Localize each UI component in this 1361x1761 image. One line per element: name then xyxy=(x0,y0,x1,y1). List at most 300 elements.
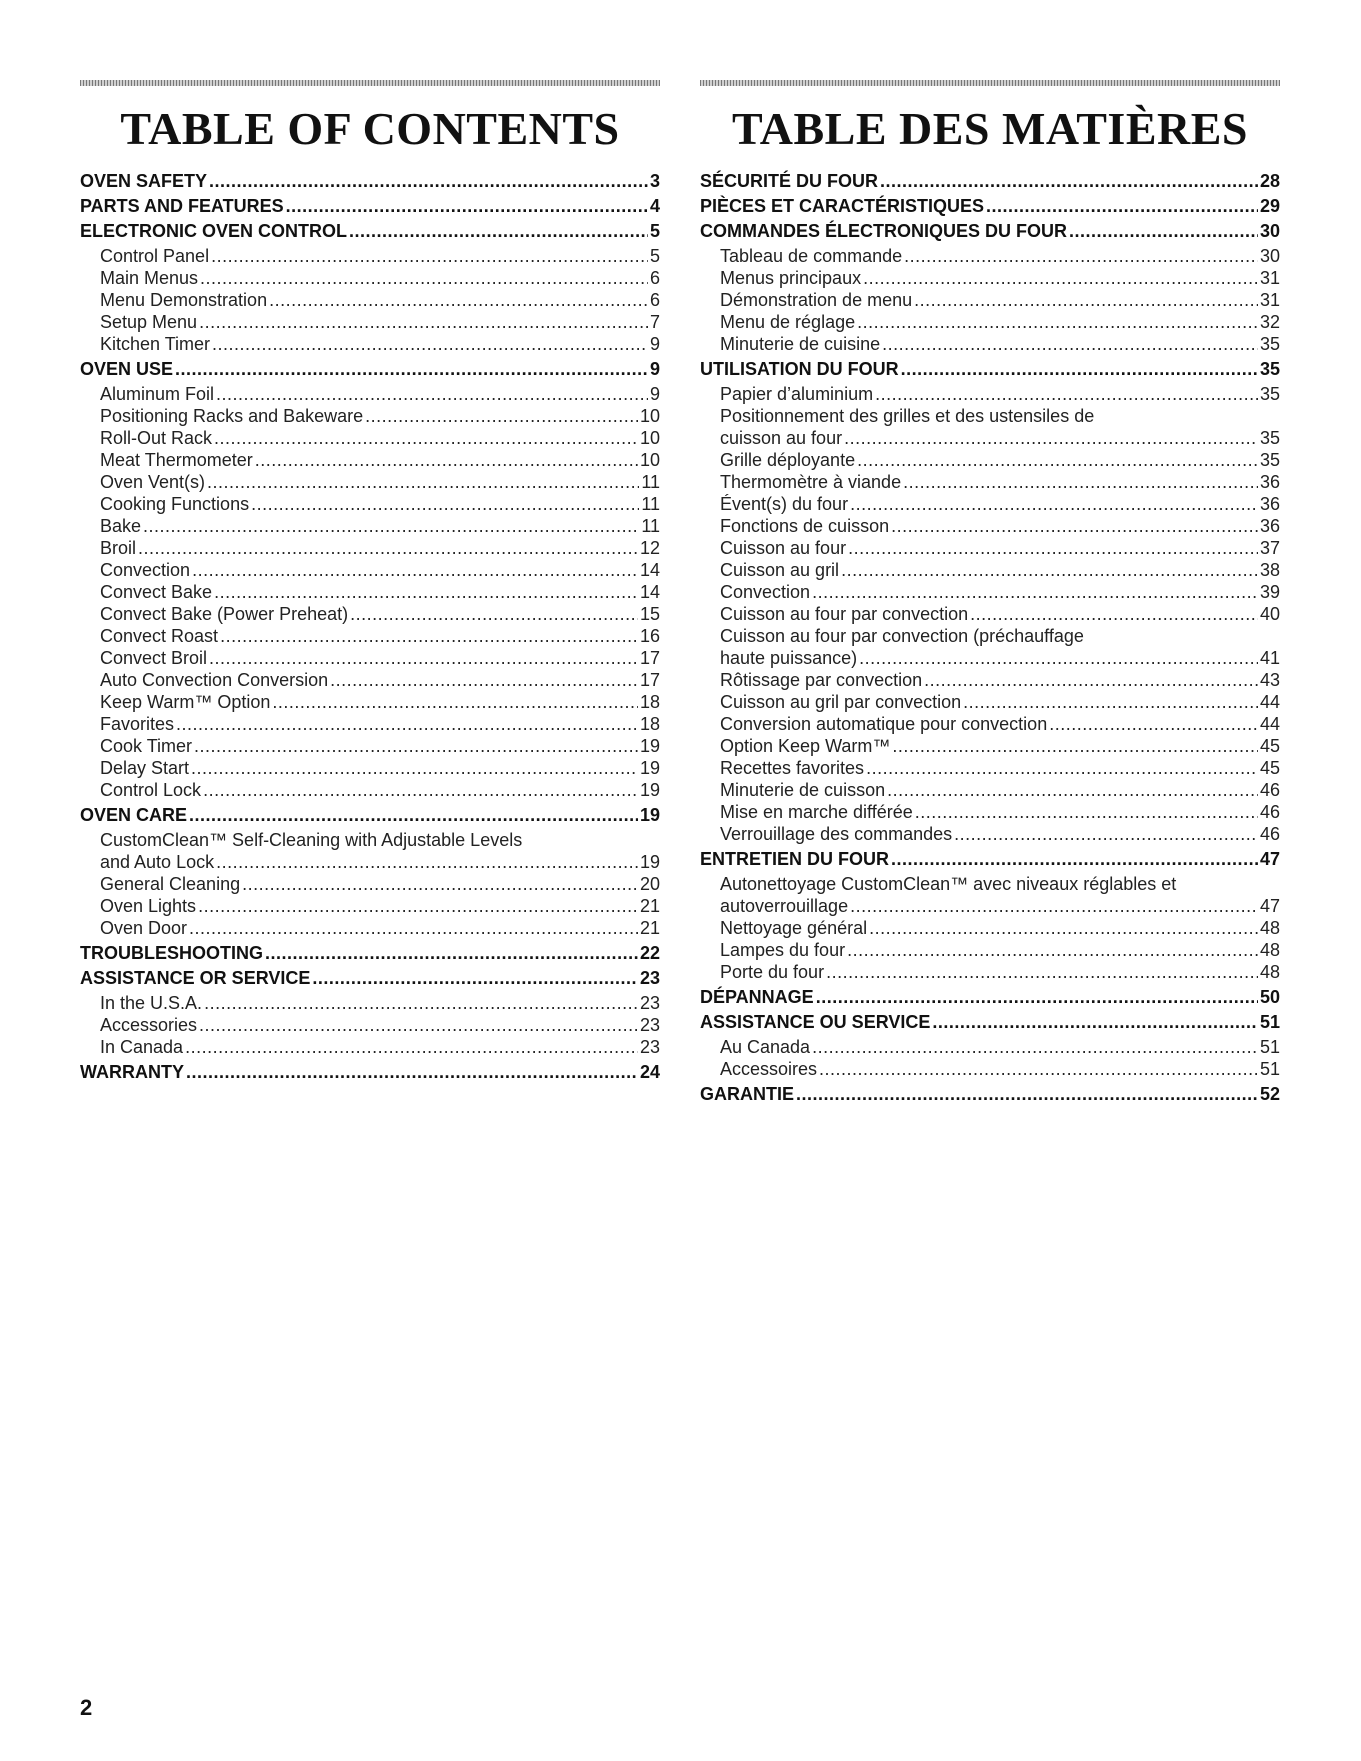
toc-entry-page: 6 xyxy=(649,290,660,310)
toc-subsection-entry[interactable] xyxy=(700,245,1280,267)
toc-section-entry[interactable] xyxy=(700,358,1280,380)
toc-entry-page: 35 xyxy=(1259,450,1280,470)
dot-leader xyxy=(887,779,1258,801)
toc-subsection-entry[interactable] xyxy=(700,713,1280,735)
toc-entry-page: 46 xyxy=(1259,780,1280,800)
dot-leader xyxy=(198,895,638,917)
dot-leader xyxy=(915,801,1258,823)
toc-subsection-entry[interactable] xyxy=(80,895,660,917)
toc-entry-label: GARANTIE xyxy=(700,1084,794,1104)
toc-entry-label: Cuisson au gril par convection xyxy=(720,692,962,712)
toc-entry-label: Évent(s) du four xyxy=(720,494,849,514)
toc-entry-label: Kitchen Timer xyxy=(100,334,211,354)
dot-leader xyxy=(272,691,638,713)
toc-entry-page: 11 xyxy=(641,494,660,514)
dot-leader xyxy=(212,333,648,355)
toc-entry-page: 5 xyxy=(649,221,660,241)
toc-subsection-entry[interactable] xyxy=(80,647,660,669)
toc-subsection-entry[interactable] xyxy=(80,383,660,405)
toc-subsection-entry[interactable] xyxy=(80,449,660,471)
dot-leader xyxy=(891,848,1258,870)
toc-entry-page: 17 xyxy=(639,670,660,690)
toc-entry-page: 24 xyxy=(639,1062,660,1082)
toc-entry-page: 52 xyxy=(1259,1084,1280,1104)
dot-leader xyxy=(904,245,1258,267)
toc-entry-label: Menu Demonstration xyxy=(100,290,268,310)
header-rule xyxy=(80,80,660,86)
toc-entry-label: PIÈCES ET CARACTÉRISTIQUES xyxy=(700,196,985,216)
toc-section-entry[interactable] xyxy=(80,1061,660,1083)
toc-entry-page: 40 xyxy=(1259,604,1280,624)
toc-entry-label: Menu de réglage xyxy=(720,312,856,332)
toc-entry-page: 21 xyxy=(639,918,660,938)
toc-entry-label: Minuterie de cuisine xyxy=(720,334,881,354)
dot-leader xyxy=(216,851,638,873)
toc-entry-label: PARTS AND FEATURES xyxy=(80,196,284,216)
toc-subsection-entry[interactable] xyxy=(80,515,660,537)
toc-entry-label: Convection xyxy=(720,582,811,602)
dot-leader xyxy=(882,333,1258,355)
toc-entry-page: 14 xyxy=(639,582,660,602)
dot-leader xyxy=(796,1083,1258,1105)
toc-entry-page: 16 xyxy=(639,626,660,646)
dot-leader xyxy=(866,757,1258,779)
toc-subsection-entry[interactable] xyxy=(80,757,660,779)
toc-subsection-entry[interactable] xyxy=(700,961,1280,983)
toc-entry-label: Oven Vent(s) xyxy=(100,472,206,492)
toc-subsection-entry[interactable] xyxy=(80,471,660,493)
toc-entry-label: Convection xyxy=(100,560,191,580)
dot-leader xyxy=(209,647,638,669)
toc-subsection-entry[interactable] xyxy=(700,471,1280,493)
toc-subsection-entry[interactable] xyxy=(700,383,1280,405)
toc-entry-page: 35 xyxy=(1259,334,1280,354)
toc-subsection-entry[interactable] xyxy=(700,625,1280,669)
toc-entry-page: 19 xyxy=(639,736,660,756)
toc-entry-label: Rôtissage par convection xyxy=(720,670,923,690)
toc-entry-page: 28 xyxy=(1259,171,1280,191)
toc-entry-label-continued: and Auto Lock xyxy=(100,852,215,872)
toc-entry-label: Mise en marche différée xyxy=(720,802,913,822)
toc-entry-page: 18 xyxy=(639,714,660,734)
toc-entry-page: 9 xyxy=(649,384,660,404)
toc-section-entry[interactable] xyxy=(80,942,660,964)
dot-leader xyxy=(138,537,638,559)
toc-subsection-entry[interactable] xyxy=(700,267,1280,289)
toc-entry-page: 19 xyxy=(639,805,660,825)
toc-entry-page: 46 xyxy=(1259,802,1280,822)
toc-entry-label: In the U.S.A. xyxy=(100,993,203,1013)
toc-entry-page: 36 xyxy=(1259,516,1280,536)
dot-leader xyxy=(848,537,1258,559)
dot-leader xyxy=(844,427,1258,449)
toc-subsection-entry[interactable] xyxy=(80,669,660,691)
dot-leader xyxy=(199,311,648,333)
toc-subsection-entry[interactable] xyxy=(80,779,660,801)
toc-subsection-entry[interactable] xyxy=(80,289,660,311)
toc-subsection-entry[interactable] xyxy=(80,992,660,1014)
toc-entry-label: OVEN USE xyxy=(80,359,174,379)
toc-entry-page: 7 xyxy=(649,312,660,332)
dot-leader xyxy=(242,873,638,895)
toc-entry-page: 30 xyxy=(1259,246,1280,266)
toc-entry-page: 23 xyxy=(639,1015,660,1035)
dot-leader xyxy=(176,713,638,735)
toc-subsection-entry[interactable] xyxy=(80,405,660,427)
toc-subsection-entry[interactable] xyxy=(700,1058,1280,1080)
toc-entry-page: 45 xyxy=(1259,758,1280,778)
toc-entry-label: Bake xyxy=(100,516,142,536)
toc-entry-page: 35 xyxy=(1259,384,1280,404)
toc-subsection-entry[interactable] xyxy=(700,823,1280,845)
toc-entry-label: Au Canada xyxy=(720,1037,811,1057)
toc-entry-label: Favorites xyxy=(100,714,175,734)
toc-subsection-entry[interactable] xyxy=(80,713,660,735)
toc-subsection-entry[interactable] xyxy=(80,1014,660,1036)
toc-entry-label: Nettoyage général xyxy=(720,918,868,938)
toc-entry-label: OVEN SAFETY xyxy=(80,171,208,191)
toc-entry-page: 36 xyxy=(1259,494,1280,514)
toc-entry-page: 50 xyxy=(1259,987,1280,1007)
toc-entry-label: OVEN CARE xyxy=(80,805,188,825)
dot-leader xyxy=(189,804,638,826)
toc-entry-page: 4 xyxy=(649,196,660,216)
dot-leader xyxy=(269,289,648,311)
toc-section-entry[interactable] xyxy=(700,1011,1280,1033)
dot-leader xyxy=(816,986,1258,1008)
toc-entry-page: 15 xyxy=(639,604,660,624)
toc-entry-label: Convect Roast xyxy=(100,626,219,646)
toc-entry-page: 21 xyxy=(639,896,660,916)
dot-leader xyxy=(349,220,648,242)
toc-subsection-entry[interactable] xyxy=(700,311,1280,333)
toc-entry-page: 51 xyxy=(1259,1012,1280,1032)
toc-entry-label: Recettes favorites xyxy=(720,758,865,778)
dot-leader xyxy=(365,405,638,427)
toc-section-entry[interactable] xyxy=(80,170,660,192)
toc-entry-label: Cuisson au four par convection (préchauffage xyxy=(720,626,1084,646)
toc-entry-page: 14 xyxy=(639,560,660,580)
toc-entry-label: Cuisson au four par convection xyxy=(720,604,969,624)
toc-entry-label: ELECTRONIC OVEN CONTROL xyxy=(80,221,348,241)
dot-leader xyxy=(200,267,648,289)
toc-entry-label: Control Lock xyxy=(100,780,202,800)
toc-section-entry[interactable] xyxy=(80,358,660,380)
toc-entry-label: Setup Menu xyxy=(100,312,198,332)
toc-entry-page: 18 xyxy=(639,692,660,712)
dot-leader xyxy=(211,245,648,267)
toc-entry-label: UTILISATION DU FOUR xyxy=(700,359,899,379)
dot-leader xyxy=(850,895,1258,917)
toc-subsection-entry[interactable] xyxy=(80,267,660,289)
dot-leader xyxy=(1069,220,1258,242)
toc-entry-page: 23 xyxy=(639,1037,660,1057)
toc-column-french xyxy=(700,80,1280,1108)
toc-entry-label-continued: autoverrouillage xyxy=(720,896,849,916)
toc-subsection-entry[interactable] xyxy=(700,537,1280,559)
toc-entry-page: 17 xyxy=(639,648,660,668)
toc-entry-label: Roll-Out Rack xyxy=(100,428,213,448)
toc-subsection-entry[interactable] xyxy=(80,581,660,603)
toc-section-entry[interactable] xyxy=(700,1083,1280,1105)
toc-column-english xyxy=(80,80,660,1086)
toc-entry-page: 10 xyxy=(639,450,660,470)
toc-entry-page: 36 xyxy=(1259,472,1280,492)
toc-entry-page: 29 xyxy=(1259,196,1280,216)
toc-entry-label: Tableau de commande xyxy=(720,246,903,266)
toc-entry-label: Verrouillage des commandes xyxy=(720,824,953,844)
dot-leader xyxy=(350,603,638,625)
toc-entry-label: In Canada xyxy=(100,1037,184,1057)
dot-leader xyxy=(312,967,638,989)
toc-entry-page: 11 xyxy=(641,472,660,492)
toc-entry-label: Option Keep Warm™ xyxy=(720,736,891,756)
toc-entry-page: 48 xyxy=(1259,962,1280,982)
dot-leader xyxy=(143,515,639,537)
toc-subsection-entry[interactable] xyxy=(700,735,1280,757)
toc-entry-label: WARRANTY xyxy=(80,1062,184,1082)
toc-entry-label: Démonstration de menu xyxy=(720,290,913,310)
toc-subsection-entry[interactable] xyxy=(80,311,660,333)
toc-entry-label: Papier d’aluminium xyxy=(720,384,874,404)
toc-entry-label: General Cleaning xyxy=(100,874,241,894)
toc-subsection-entry[interactable] xyxy=(700,515,1280,537)
toc-subsection-entry[interactable] xyxy=(700,559,1280,581)
toc-subsection-entry[interactable] xyxy=(80,333,660,355)
toc-subsection-entry[interactable] xyxy=(700,939,1280,961)
dot-leader xyxy=(880,170,1258,192)
dot-leader xyxy=(857,449,1258,471)
toc-subsection-entry[interactable] xyxy=(80,603,660,625)
toc-section-entry[interactable] xyxy=(80,195,660,217)
toc-entry-page: 30 xyxy=(1259,221,1280,241)
toc-subsection-entry[interactable] xyxy=(700,289,1280,311)
toc-subsection-entry[interactable] xyxy=(80,917,660,939)
toc-entry-label: Main Menus xyxy=(100,268,199,288)
dot-leader xyxy=(869,917,1258,939)
toc-entry-page: 10 xyxy=(639,428,660,448)
toc-entry-page: 23 xyxy=(639,993,660,1013)
dot-leader xyxy=(194,735,638,757)
toc-entries xyxy=(80,170,660,1083)
toc-subsection-entry[interactable] xyxy=(80,691,660,713)
toc-subsection-entry[interactable] xyxy=(80,625,660,647)
dot-leader xyxy=(286,195,648,217)
toc-entry-page: 41 xyxy=(1259,648,1280,668)
toc-entry-page: 11 xyxy=(641,516,660,536)
toc-entry-page: 37 xyxy=(1259,538,1280,558)
toc-subsection-entry[interactable] xyxy=(700,691,1280,713)
toc-entry-page: 19 xyxy=(639,758,660,778)
toc-entry-page: 51 xyxy=(1259,1037,1280,1057)
toc-subsection-entry[interactable] xyxy=(700,779,1280,801)
toc-entries xyxy=(700,170,1280,1105)
dot-leader xyxy=(863,267,1258,289)
toc-subsection-entry[interactable] xyxy=(80,1036,660,1058)
toc-subsection-entry[interactable] xyxy=(700,873,1280,917)
toc-entry-page: 31 xyxy=(1259,290,1280,310)
toc-entry-page: 5 xyxy=(649,246,660,266)
toc-entry-label: Accessoires xyxy=(720,1059,818,1079)
toc-entry-page: 47 xyxy=(1259,849,1280,869)
toc-subsection-entry[interactable] xyxy=(700,581,1280,603)
toc-entry-label: Grille déployante xyxy=(720,450,856,470)
toc-subsection-entry[interactable] xyxy=(700,333,1280,355)
toc-entry-label: COMMANDES ÉLECTRONIQUES DU FOUR xyxy=(700,221,1068,241)
toc-entry-page: 3 xyxy=(649,171,660,191)
toc-entry-label: Auto Convection Conversion xyxy=(100,670,329,690)
dot-leader xyxy=(812,581,1258,603)
dot-leader xyxy=(970,603,1258,625)
toc-entry-label: Control Panel xyxy=(100,246,210,266)
dot-leader xyxy=(859,647,1258,669)
toc-subsection-entry[interactable] xyxy=(700,801,1280,823)
toc-subsection-entry[interactable] xyxy=(700,917,1280,939)
toc-subsection-entry[interactable] xyxy=(80,735,660,757)
toc-entry-page: 43 xyxy=(1259,670,1280,690)
dot-leader xyxy=(954,823,1258,845)
toc-entry-label: Positioning Racks and Bakeware xyxy=(100,406,364,426)
toc-entry-label: Cuisson au four xyxy=(720,538,847,558)
toc-section-entry[interactable] xyxy=(700,986,1280,1008)
toc-subsection-entry[interactable] xyxy=(80,559,660,581)
toc-entry-page: 44 xyxy=(1259,692,1280,712)
toc-entry-label: Convect Bake xyxy=(100,582,213,602)
dot-leader xyxy=(914,289,1258,311)
dot-leader xyxy=(220,625,638,647)
dot-leader xyxy=(986,195,1258,217)
toc-entry-page: 22 xyxy=(639,943,660,963)
toc-entry-page: 23 xyxy=(639,968,660,988)
dot-leader xyxy=(819,1058,1258,1080)
toc-subsection-entry[interactable] xyxy=(700,669,1280,691)
toc-entry-page: 38 xyxy=(1259,560,1280,580)
toc-entry-label: Lampes du four xyxy=(720,940,846,960)
toc-entry-label: Thermomètre à viande xyxy=(720,472,902,492)
toc-title: TABLE OF CONTENTS xyxy=(120,103,620,154)
dot-leader xyxy=(826,961,1258,983)
toc-entry-label: Porte du four xyxy=(720,962,825,982)
toc-section-entry[interactable] xyxy=(80,220,660,242)
dot-leader xyxy=(192,559,638,581)
toc-entry-label: Convect Bake (Power Preheat) xyxy=(100,604,349,624)
dot-leader xyxy=(191,757,638,779)
toc-entry-label: Positionnement des grilles et des ustensiles de xyxy=(720,406,1095,426)
toc-subsection-entry[interactable] xyxy=(700,405,1280,449)
toc-subsection-entry[interactable] xyxy=(80,493,660,515)
toc-entry-page: 39 xyxy=(1259,582,1280,602)
toc-entry-page: 12 xyxy=(639,538,660,558)
toc-entry-page: 45 xyxy=(1259,736,1280,756)
toc-entry-page: 46 xyxy=(1259,824,1280,844)
toc-subsection-entry[interactable] xyxy=(700,1036,1280,1058)
dot-leader xyxy=(932,1011,1258,1033)
toc-subsection-entry[interactable] xyxy=(80,873,660,895)
dot-leader xyxy=(265,942,638,964)
dot-leader xyxy=(901,358,1258,380)
toc-entry-page: 32 xyxy=(1259,312,1280,332)
toc-entry-label: Cook Timer xyxy=(100,736,193,756)
dot-leader xyxy=(214,427,638,449)
page-number: 2 xyxy=(80,1695,93,1720)
toc-entry-label: CustomClean™ Self-Cleaning with Adjustable Levels xyxy=(100,830,523,850)
toc-entry-label: ASSISTANCE OU SERVICE xyxy=(700,1012,931,1032)
toc-section-entry[interactable] xyxy=(700,220,1280,242)
dot-leader xyxy=(255,449,638,471)
toc-subsection-entry[interactable] xyxy=(700,449,1280,471)
toc-section-entry[interactable] xyxy=(80,804,660,826)
toc-entry-page: 47 xyxy=(1259,896,1280,916)
dot-leader xyxy=(841,559,1258,581)
toc-entry-page: 19 xyxy=(639,852,660,872)
toc-subsection-entry[interactable] xyxy=(80,829,660,873)
dot-leader xyxy=(924,669,1258,691)
toc-entry-page: 48 xyxy=(1259,918,1280,938)
toc-section-entry[interactable] xyxy=(700,170,1280,192)
toc-entry-page: 19 xyxy=(639,780,660,800)
toc-subsection-entry[interactable] xyxy=(700,757,1280,779)
dot-leader xyxy=(891,515,1258,537)
dot-leader xyxy=(812,1036,1258,1058)
dot-leader xyxy=(203,779,638,801)
toc-subsection-entry[interactable] xyxy=(700,493,1280,515)
toc-entry-page: 31 xyxy=(1259,268,1280,288)
dot-leader xyxy=(850,493,1258,515)
dot-leader xyxy=(207,471,639,493)
toc-subsection-entry[interactable] xyxy=(80,537,660,559)
toc-section-entry[interactable] xyxy=(80,967,660,989)
toc-subsection-entry[interactable] xyxy=(80,245,660,267)
toc-entry-label: Aluminum Foil xyxy=(100,384,215,404)
toc-entry-label: Oven Lights xyxy=(100,896,197,916)
toc-entry-label: Cooking Functions xyxy=(100,494,250,514)
toc-entry-page: 9 xyxy=(649,359,660,379)
toc-entry-page: 51 xyxy=(1259,1059,1280,1079)
toc-entry-label: Fonctions de cuisson xyxy=(720,516,890,536)
dot-leader xyxy=(963,691,1258,713)
toc-entry-label: DÉPANNAGE xyxy=(700,987,814,1007)
dot-leader xyxy=(903,471,1258,493)
toc-title: TABLE DES MATIÈRES xyxy=(732,103,1248,154)
toc-entry-label: Keep Warm™ Option xyxy=(100,692,271,712)
toc-entry-label: Meat Thermometer xyxy=(100,450,253,470)
dot-leader xyxy=(857,311,1258,333)
toc-entry-page: 35 xyxy=(1259,428,1280,448)
toc-entry-label: Autonettoyage CustomClean™ avec niveaux réglables et xyxy=(720,874,1177,894)
toc-entry-label: ENTRETIEN DU FOUR xyxy=(700,849,889,869)
toc-entry-page: 48 xyxy=(1259,940,1280,960)
toc-subsection-entry[interactable] xyxy=(700,603,1280,625)
toc-subsection-entry[interactable] xyxy=(80,427,660,449)
dot-leader xyxy=(875,383,1258,405)
toc-entry-label-continued: cuisson au four xyxy=(720,428,843,448)
header-rule xyxy=(700,80,1280,86)
dot-leader xyxy=(1049,713,1258,735)
toc-entry-label: Conversion automatique pour convection xyxy=(720,714,1048,734)
dot-leader xyxy=(214,581,638,603)
toc-entry-label: ASSISTANCE OR SERVICE xyxy=(80,968,311,988)
dot-leader xyxy=(847,939,1258,961)
toc-entry-label: Delay Start xyxy=(100,758,190,778)
dot-leader xyxy=(216,383,648,405)
dot-leader xyxy=(175,358,648,380)
toc-entry-label: Broil xyxy=(100,538,137,558)
toc-entry-page: 20 xyxy=(639,874,660,894)
toc-section-entry[interactable] xyxy=(700,848,1280,870)
toc-entry-label-continued: haute puissance) xyxy=(720,648,858,668)
toc-section-entry[interactable] xyxy=(700,195,1280,217)
toc-entry-label: Minuterie de cuisson xyxy=(720,780,886,800)
